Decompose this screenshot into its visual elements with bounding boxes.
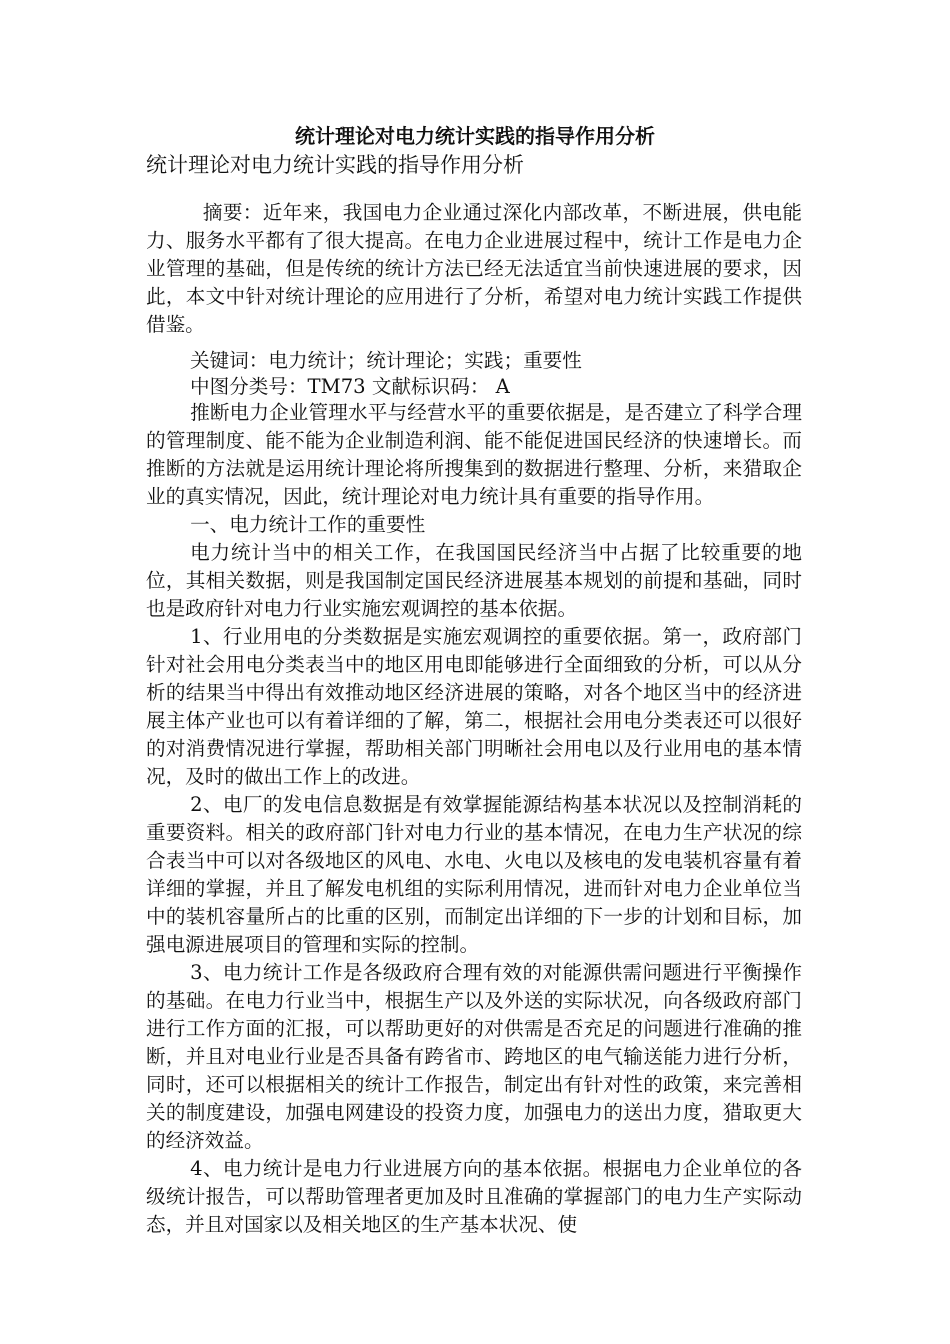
document-title: 统计理论对电力统计实践的指导作用分析 xyxy=(295,124,655,148)
body-paragraph: 1、行业用电的分类数据是实施宏观调控的重要依据。第一，政府部门针对社会用电分类表当中的地区用电即能够进行全面细致的分析，可以从分析的结果当中得出有效推动地区经济进展的策略，对各个地区当中的经济进展主体产业也可以有着详细的了解，第二，根据社会用电分类表还可以很好的对消费情况进行掌握，帮助相关部门明晰社会用电以及行业用电的基本情况，及时的做出工作上的改进。 xyxy=(146,625,802,788)
keywords-line: 关键词：电力统计；统计理论；实践；重要性 xyxy=(190,349,582,372)
body-paragraph: 电力统计当中的相关工作，在我国国民经济当中占据了比较重要的地位，其相关数据，则是我国制定国民经济进展基本规划的前提和基础，同时也是政府针对电力行业实施宏观调控的基本依据。 xyxy=(146,541,802,620)
classification-line: 中图分类号：TM73 文献标识码： A xyxy=(190,375,510,398)
body-text xyxy=(146,399,802,1239)
abstract-paragraph: 摘要：近年来，我国电力企业通过深化内部改革，不断进展，供电能力、服务水平都有了很大提高。在电力企业进展过程中，统计工作是电力企业管理的基础，但是传统的统计方法已经无法适宜当前快速进展的要求，因此，本文中针对统计理论的应用进行了分析，希望对电力统计实践工作提供借鉴。 xyxy=(146,201,802,336)
body-paragraph: 4、电力统计是电力行业进展方向的基本依据。根据电力企业单位的各级统计报告，可以帮助管理者更加及时且准确的掌握部门的电力生产实际动态，并且对国家以及相关地区的生产基本状况、使 xyxy=(146,1157,802,1236)
body-paragraph: 3、电力统计工作是各级政府合理有效的对能源供需问题进行平衡操作的基础。在电力行业当中，根据生产以及外送的实际状况，向各级政府部门进行工作方面的汇报，可以帮助更好的对供需是否充足的问题进行准确的推断，并且对电业行业是否具备有跨省市、跨地区的电气输送能力进行分析，同时，还可以根据相关的统计工作报告，制定出有针对性的政策，来完善相关的制度建设，加强电网建设的投资力度，加强电力的送出力度，猎取更大的经济效益。 xyxy=(146,961,802,1152)
intro-paragraph: 推断电力企业管理水平与经营水平的重要依据是，是否建立了科学合理的管理制度、能不能为企业制造利润、能不能促进国民经济的快速增长。而推断的方法就是运用统计理论将所搜集到的数据进行整理、分析，来猎取企业的真实情况，因此，统计理论对电力统计具有重要的指导作用。 xyxy=(146,401,802,508)
section-heading: 一、电力统计工作的重要性 xyxy=(190,513,426,536)
document-subtitle: 统计理论对电力统计实践的指导作用分析 xyxy=(146,153,524,177)
body-paragraph: 2、电厂的发电信息数据是有效掌握能源结构基本状况以及控制消耗的重要资料。相关的政府部门针对电力行业的基本情况，在电力生产状况的综合表当中可以对各级地区的风电、水电、火电以及核电的发电装机容量有着详细的掌握，并且了解发电机组的实际利用情况，进而针对电力企业单位当中的装机容量所占的比重的区别，而制定出详细的下一步的计划和目标，加强电源进展项目的管理和实际的控制。 xyxy=(146,793,802,956)
